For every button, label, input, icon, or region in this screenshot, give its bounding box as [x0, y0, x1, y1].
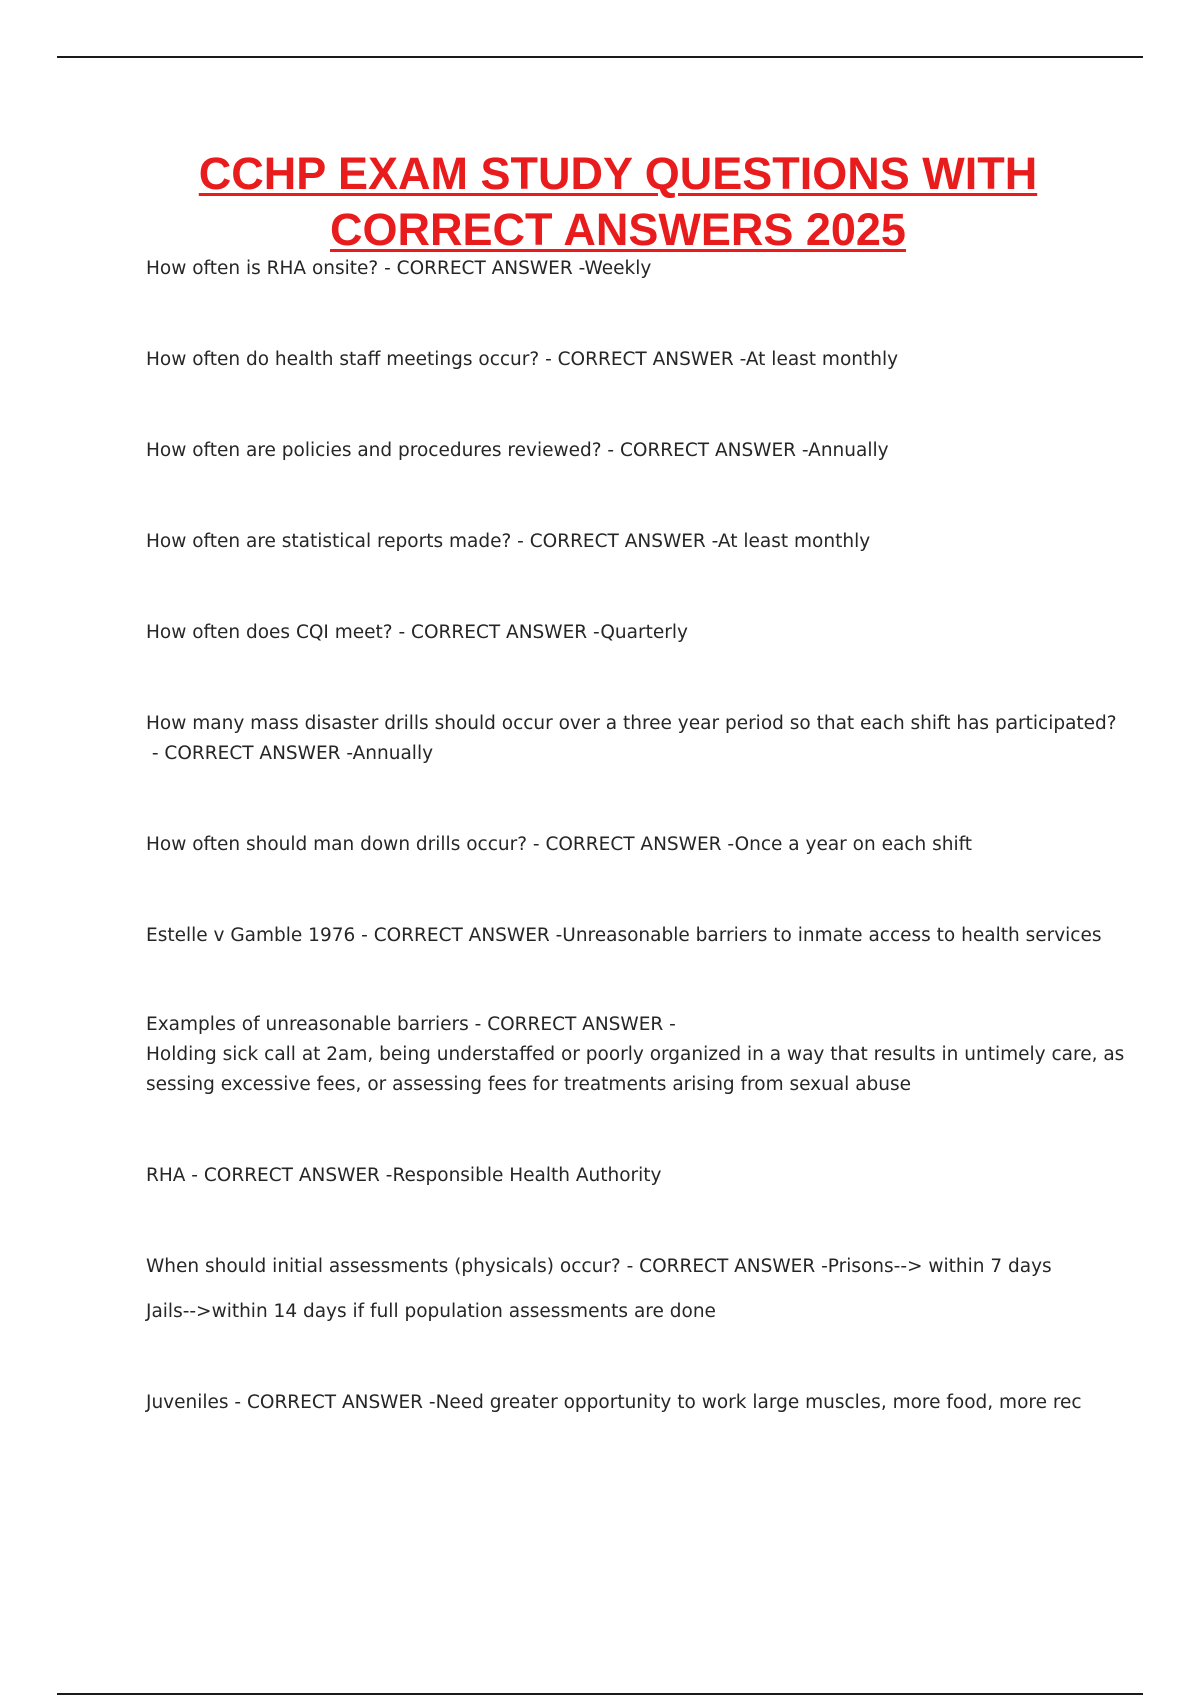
- qa-item: [146, 830, 1106, 860]
- qa-item: [146, 1161, 1106, 1191]
- document-title: [120, 146, 1116, 258]
- qa-line: Holding sick call at 2am, being understaffed or poorly organized in a way that results in untimely care, as: [146, 1044, 1125, 1065]
- qa-item: [146, 709, 1117, 769]
- qa-line: Estelle v Gamble 1976 - CORRECT ANSWER -Unreasonable barriers to inmate access to health services: [146, 925, 1102, 946]
- qa-item: [146, 1252, 1106, 1282]
- qa-line: Juveniles - CORRECT ANSWER -Need greater opportunity to work large muscles, more food, more rec: [146, 1392, 1082, 1413]
- qa-item: [146, 254, 1106, 284]
- title-line-1: CCHP EXAM STUDY QUESTIONS WITH: [198, 148, 1038, 199]
- qa-item: [146, 436, 1106, 466]
- qa-item: [146, 618, 1106, 648]
- qa-line: How often are statistical reports made? - CORRECT ANSWER -At least monthly: [146, 531, 871, 552]
- qa-line: How often should man down drills occur? - CORRECT ANSWER -Once a year on each shift: [146, 834, 973, 855]
- qa-line: When should initial assessments (physicals) occur? - CORRECT ANSWER -Prisons--> within 7 days: [146, 1256, 1052, 1277]
- title-line-2: CORRECT ANSWERS 2025: [330, 204, 906, 255]
- qa-line: Jails-->within 14 days if full population assessments are done: [146, 1301, 716, 1322]
- qa-item: [146, 1010, 1125, 1100]
- qa-item: [146, 527, 1106, 557]
- qa-line: How many mass disaster drills should occur over a three year period so that each shift has participated?: [146, 713, 1117, 734]
- qa-line: How often do health staff meetings occur? - CORRECT ANSWER -At least monthly: [146, 349, 899, 370]
- qa-item: [146, 1388, 1106, 1418]
- top-divider: [57, 56, 1143, 58]
- qa-line: - CORRECT ANSWER -Annually: [146, 743, 434, 764]
- qa-item: [146, 921, 1106, 951]
- qa-item: [146, 345, 1106, 375]
- bottom-divider: [57, 1693, 1143, 1695]
- qa-line: How often does CQI meet? - CORRECT ANSWER -Quarterly: [146, 622, 688, 643]
- qa-line: How often are policies and procedures reviewed? - CORRECT ANSWER -Annually: [146, 440, 889, 461]
- qa-item: [146, 1297, 1106, 1327]
- qa-line: Examples of unreasonable barriers - CORRECT ANSWER -: [146, 1014, 676, 1035]
- qa-line: How often is RHA onsite? - CORRECT ANSWER -Weekly: [146, 258, 652, 279]
- qa-line: RHA - CORRECT ANSWER -Responsible Health Authority: [146, 1165, 662, 1186]
- qa-line: sessing excessive fees, or assessing fees for treatments arising from sexual abuse: [146, 1074, 912, 1095]
